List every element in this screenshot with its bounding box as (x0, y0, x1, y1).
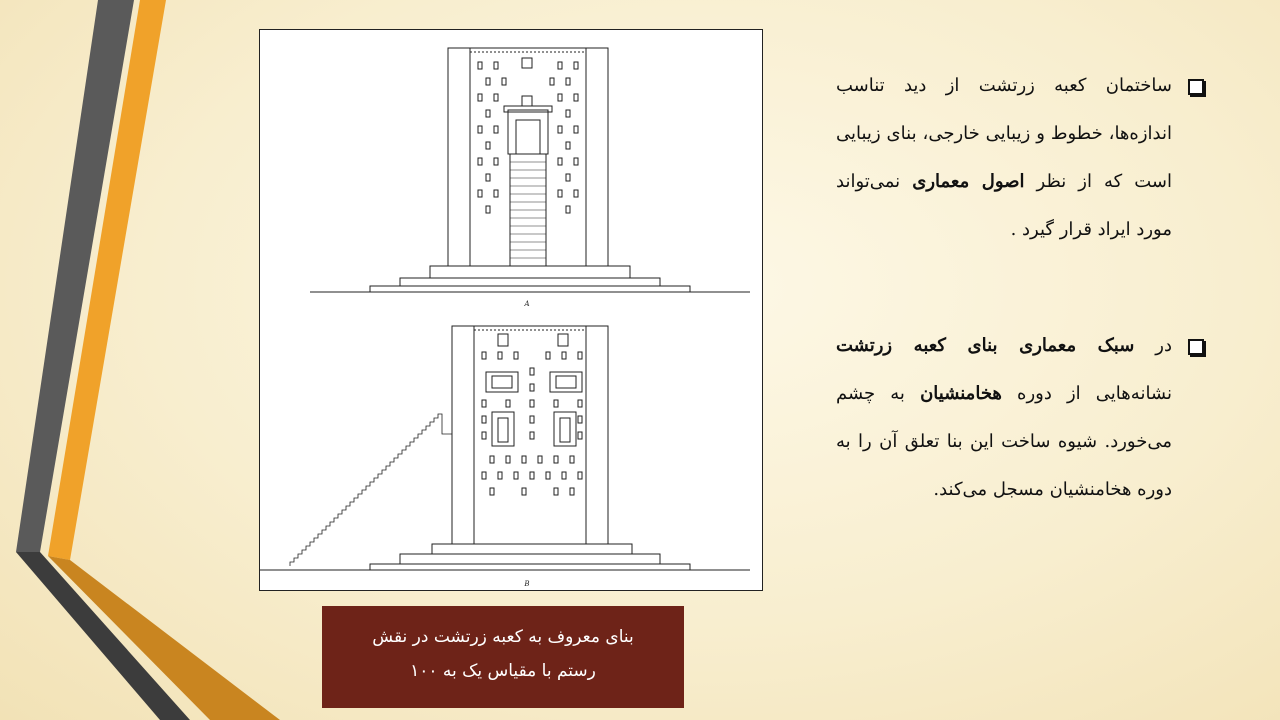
caption-line-1: بنای معروف به کعبه زرتشت در نقش (372, 627, 634, 647)
windows-b (482, 352, 582, 495)
bullet-item-1 (836, 62, 1204, 254)
caption-line-2: رستم با مقیاس یک به ۱۰۰ (410, 661, 596, 681)
checkbox-bullet-icon (1188, 339, 1204, 355)
bold-achaemenids: هخامنشیان (920, 383, 1002, 404)
elevation-b-drawing (260, 326, 750, 570)
bold-architecture-style: سبک معماری بنای کعبه زرتشت (836, 335, 1135, 356)
figure-caption (322, 606, 684, 708)
windows-a (478, 58, 578, 213)
bullet-text-1: ساختمان کعبه زرتشت از دید تناسب اندازه‌ها، خطوط و زیبایی خارجی، بنای زیبایی است که از نظر اصول معماری نمی‌تواند مورد ایراد قرار گیرد . (836, 75, 1172, 240)
label-a: A (524, 300, 530, 308)
bold-architecture-principles: اصول معماری (912, 171, 1025, 192)
bullet-text-2: در سبک معماری بنای کعبه زرتشت نشانه‌هایی از دوره هخامنشیان به چشم می‌خورد. شیوه ساخت این بنا تعلق آن را به دوره هخامنشیان مسجل می‌کند. (836, 335, 1172, 500)
stairs-a (510, 162, 546, 258)
bullet-item-2 (836, 322, 1204, 514)
label-b: B (524, 580, 530, 588)
checkbox-bullet-icon (1188, 79, 1204, 95)
decorative-stripes (0, 0, 280, 720)
side-stairs-b (290, 414, 452, 566)
architecture-drawing (259, 29, 763, 591)
